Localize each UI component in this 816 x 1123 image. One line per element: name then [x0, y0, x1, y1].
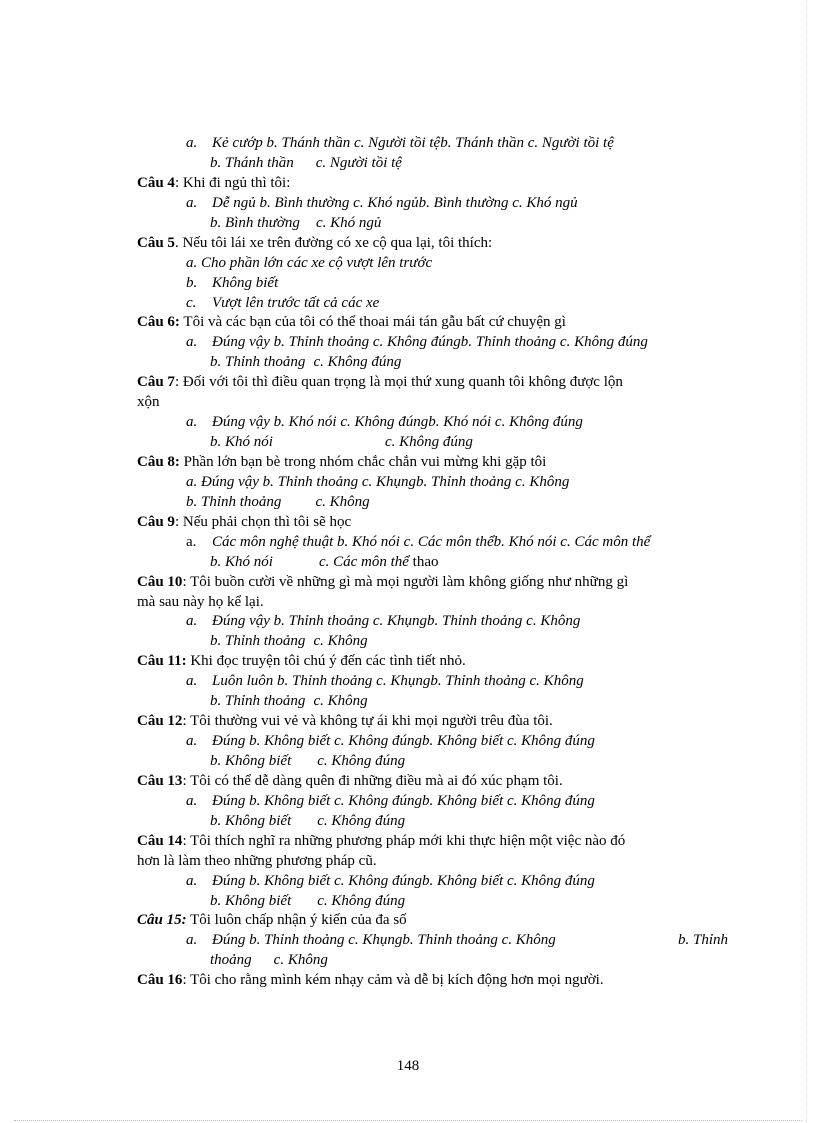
q6-text: Tôi và các bạn của tôi có thể thoai mái tán gẫu bất cứ chuyện gì — [179, 314, 566, 330]
q14-a-label: a. — [186, 873, 198, 889]
q11-option-a — [186, 672, 584, 690]
q4-option-a — [186, 194, 578, 212]
q4-c-text: c. Khó ngủ — [315, 215, 382, 231]
q14-option-bc — [210, 892, 405, 910]
q13-number: Câu 13 — [137, 773, 183, 789]
q16-text: : Tôi cho rằng mình kém nhạy cảm và dễ bị kích động hơn mọi người. — [182, 972, 604, 988]
q11-b-text: b. Thỉnh thoảng — [210, 693, 306, 709]
q9-question — [137, 513, 351, 531]
q13-c-text: c. Không đúng — [317, 813, 406, 829]
q9-b-text: b. Khó nói — [210, 554, 273, 570]
q12-b-text: b. Không biết — [210, 753, 292, 769]
q6-c-text: c. Không đúng — [313, 354, 402, 370]
q15-a-label: a. — [186, 932, 198, 948]
q11-option-bc — [210, 692, 368, 710]
q10-number: Câu 10 — [137, 574, 183, 590]
q15-number: Câu 15: — [137, 912, 187, 928]
q6-a-text: Đúng vậy b. Thỉnh thoảng c. Không đúngb. Thỉnh thoảng c. Không đúng — [212, 334, 648, 350]
q3-b-text: b. Thánh thần — [210, 155, 294, 171]
q7-text: : Đối với tôi thì điều quan trọng là mọi thứ xung quanh tôi không được lộn — [174, 374, 623, 390]
q4-a-text: Dễ ngủ b. Bình thường c. Khó ngủb. Bình thường c. Khó ngủ — [212, 195, 578, 211]
q14-c-text: c. Không đúng — [317, 893, 406, 909]
q5-c-text: Vượt lên trước tất cả các xe — [212, 295, 380, 311]
q7-question — [137, 373, 623, 391]
q5-option-b — [186, 274, 278, 292]
q15-b-text: thoảng — [210, 952, 252, 968]
q10-b-text: b. Thỉnh thoảng — [210, 633, 306, 649]
q12-number: Câu 12 — [137, 713, 183, 729]
q15-question — [137, 911, 407, 929]
q9-number: Câu 9 — [137, 514, 175, 530]
q8-question — [137, 453, 546, 471]
q12-c-text: c. Không đúng — [317, 753, 406, 769]
q12-text: : Tôi thường vui vẻ và không tự ái khi mọi người trêu đùa tôi. — [182, 713, 553, 729]
q7-a-text: Đúng vậy b. Khó nói c. Không đúngb. Khó nói c. Không đúng — [212, 414, 583, 430]
q13-text: : Tôi có thể dễ dàng quên đi những điều mà ai đó xúc phạm tôi. — [182, 773, 563, 789]
q10-text: : Tôi buồn cười về những gì mà mọi người làm không giống như những gì — [182, 574, 629, 590]
q4-option-bc — [210, 214, 381, 232]
page-bottom-border — [14, 1120, 802, 1121]
q3-option-a — [186, 134, 614, 152]
q7-b-text: b. Khó nói — [210, 434, 273, 450]
q5-question — [137, 234, 492, 252]
q5-c-label: c. — [186, 295, 197, 311]
q4-text: : Khi đi ngủ thì tôi: — [174, 175, 291, 191]
q9-option-a — [186, 533, 650, 551]
q7-c-text: c. Không đúng — [384, 434, 473, 450]
q4-a-label: a. — [186, 195, 198, 211]
q14-question-cont: hơn là làm theo những phương pháp cũ. — [137, 853, 377, 869]
q14-number: Câu 14 — [137, 833, 183, 849]
q15-option-a — [186, 931, 556, 949]
q4-question — [137, 174, 290, 192]
q5-number: Câu 5 — [137, 235, 175, 251]
q10-c-text: c. Không — [313, 633, 368, 649]
q12-option-bc — [210, 752, 405, 770]
q10-question-cont: mà sau này họ kể lại. — [137, 594, 264, 610]
q3-a-text: Kẻ cướp b. Thánh thần c. Người tồi tệb. Thánh thần c. Người tồi tệ — [212, 135, 614, 151]
q6-b-text: b. Thỉnh thoảng — [210, 354, 306, 370]
q5-b-text: Không biết — [212, 275, 279, 291]
q10-a-label: a. — [186, 613, 198, 629]
q14-question — [137, 832, 625, 850]
q14-option-a — [186, 872, 595, 890]
q11-c-text: c. Không — [313, 693, 368, 709]
q4-b-text: b. Bình thường — [210, 215, 300, 231]
q13-a-label: a. — [186, 793, 198, 809]
q9-option-bc — [210, 553, 439, 571]
q8-text: Phần lớn bạn bè trong nhóm chắc chắn vui mừng khi gặp tôi — [179, 454, 547, 470]
q3-c-text: c. Người tồi tệ — [315, 155, 402, 171]
q16-question — [137, 971, 604, 989]
page-number: 148 — [396, 1058, 420, 1074]
q8-option-bc — [186, 493, 370, 511]
q9-a-label: a. — [186, 534, 197, 550]
q10-option-bc — [210, 632, 368, 650]
q6-question — [137, 313, 566, 331]
q12-question — [137, 712, 553, 730]
q5-option-a: a. Cho phần lớn các xe cộ vượt lên trước — [186, 255, 433, 271]
q5-b-label: b. — [186, 275, 198, 291]
q9-text: : Nếu phải chọn thì tôi sẽ học — [174, 514, 352, 530]
q9-a-text: Các môn nghệ thuật b. Khó nói c. Các môn thểb. Khó nói c. Các môn thể — [212, 534, 651, 550]
q7-option-a — [186, 413, 583, 431]
q6-a-label: a. — [186, 334, 198, 350]
q12-a-text: Đúng b. Không biết c. Không đúngb. Không biết c. Không đúng — [212, 733, 595, 749]
q7-a-label: a. — [186, 414, 198, 430]
q14-text: : Tôi thích nghĩ ra những phương pháp mới khi thực hiện một việc nào đó — [182, 833, 626, 849]
q15-a-text: Đúng b. Thỉnh thoảng c. Khụngb. Thỉnh thoảng c. Không — [212, 932, 556, 948]
q15-text: Tôi luôn chấp nhận ý kiến của đa số — [186, 912, 407, 928]
q3-option-bc — [210, 154, 402, 172]
q11-text: Khi đọc truyện tôi chú ý đến các tình tiết nhỏ. — [186, 653, 466, 669]
q7-number: Câu 7 — [137, 374, 175, 390]
q13-b-text: b. Không biết — [210, 813, 292, 829]
q12-a-label: a. — [186, 733, 198, 749]
q14-a-text: Đúng b. Không biết c. Không đúngb. Không biết c. Không đúng — [212, 873, 595, 889]
q15-option-bc — [210, 951, 328, 969]
q13-question — [137, 772, 563, 790]
q15-c-text: c. Không — [273, 952, 328, 968]
q14-b-text: b. Không biết — [210, 893, 292, 909]
q12-option-a — [186, 732, 595, 750]
q6-option-bc — [210, 353, 401, 371]
q13-option-bc — [210, 812, 405, 830]
q10-option-a — [186, 612, 580, 630]
q8-option-a: a. Đúng vậy b. Thỉnh thoảng c. Khụngb. Thỉnh thoảng c. Không — [186, 474, 570, 490]
q8-b-text: b. Thỉnh thoảng — [186, 494, 282, 510]
q9-c-text: c. Các môn thể — [318, 554, 409, 570]
q10-a-text: Đúng vậy b. Thỉnh thoảng c. Khụngb. Thỉnh thoảng c. Không — [212, 613, 581, 629]
q5-option-c — [186, 294, 379, 312]
q11-a-label: a. — [186, 673, 198, 689]
page-right-border — [806, 0, 807, 1123]
q11-a-text: Luôn luôn b. Thỉnh thoảng c. Khụngb. Thỉnh thoảng c. Không — [212, 673, 584, 689]
q6-option-a — [186, 333, 648, 351]
q13-a-text: Đúng b. Không biết c. Không đúngb. Không biết c. Không đúng — [212, 793, 595, 809]
q9-c-tail: thao — [408, 554, 439, 570]
q13-option-a — [186, 792, 595, 810]
q7-question-cont: xộn — [137, 394, 160, 410]
q15-a-tail: b. Thỉnh — [678, 932, 729, 948]
q3-a-label: a. — [186, 135, 198, 151]
q4-number: Câu 4 — [137, 175, 175, 191]
q5-text: . Nếu tôi lái xe trên đường có xe cộ qua lại, tôi thích: — [174, 235, 493, 251]
q8-number: Câu 8: — [137, 454, 180, 470]
q11-number: Câu 11: — [137, 653, 187, 669]
q8-c-text: c. Không — [315, 494, 370, 510]
q10-question — [137, 573, 628, 591]
q7-option-bc — [210, 433, 473, 451]
q11-question — [137, 652, 466, 670]
q16-number: Câu 16 — [137, 972, 183, 988]
q6-number: Câu 6: — [137, 314, 180, 330]
